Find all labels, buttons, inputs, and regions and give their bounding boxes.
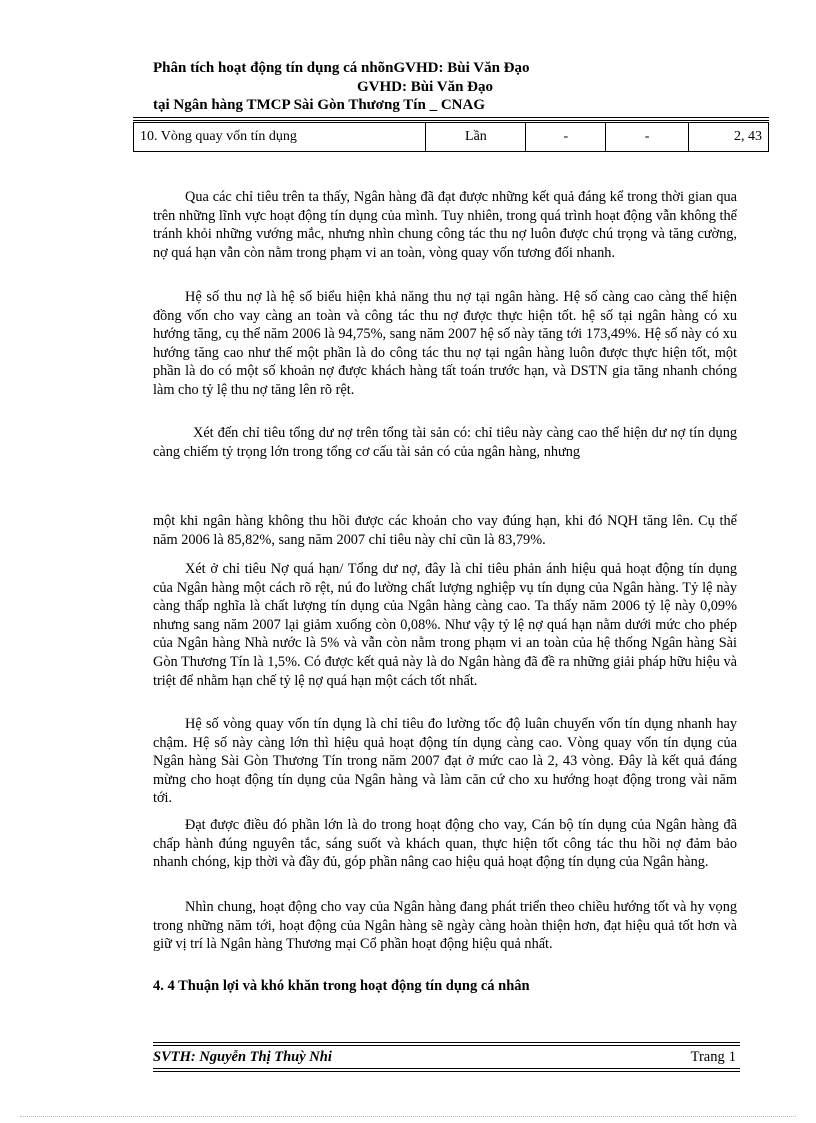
footer-divider-bottom (153, 1068, 740, 1072)
table-row (134, 123, 769, 152)
section-heading: 4. 4 Thuận lợi và khó khăn trong hoạt động tín dụng cá nhân (153, 978, 530, 994)
table-cell-unit: Lần (426, 123, 526, 152)
table-cell-2006: - (526, 123, 606, 152)
footer-page-number: 1 (728, 1049, 736, 1065)
paragraph: Xét đến chỉ tiêu tổng dư nợ trên tổng tài sản có: chỉ tiêu này càng cao thể hiện dư nợ tín dụng càng chiếm tỷ trọng lớn trong tổng cơ cấu tài sản có của ngân hàng, nhưng (153, 425, 737, 460)
footer-divider (153, 1042, 740, 1046)
paragraph: Xét ở chỉ tiêu Nợ quá hạn/ Tổng dư nợ, đây là chỉ tiêu phản ánh hiệu quả hoạt động tín dụng của Ngân hàng một cách rõ rệt, nú đo lường chất lượng nghiệp vụ tín dụng của Ngân hàng. Tỷ lệ này càng thấp nghĩa là chất lượng tín dụng của Ngân hàng càng cao. Ta thấy năm 2006 tỷ lệ này 0,09% nhưng sang năm 2007 lại giảm xuống còn 0,08%. Như vậy tỷ lệ nợ quá hạn nằm dưới mức cho phép của Ngân hàng Nhà nước là 5% và vẫn còn nằm trong phạm vi an toàn của hệ thống Ngân hàng Sài Gòn Thương Tín là 1,5%. Có được kết quả này là do Ngân hàng đã đề ra những giải pháp hữu hiệu và triệt để nhằm hạn chế tỷ lệ nợ quá hạn một cách tốt nhất. (153, 561, 737, 689)
header-divider (133, 117, 769, 121)
paragraph-continuation: một khi ngân hàng không thu hồi được các khoản cho vay đúng hạn, khi đó NQH tăng lên. Cụ thể năm 2006 là 85,82%, sang năm 2007 chỉ tiêu này chỉ cũn là 83,79%. (153, 513, 737, 548)
paragraph: Hệ số thu nợ là hệ số biểu hiện khả năng thu nợ tại ngân hàng. Hệ số càng cao càng thể hiện đồng vốn cho vay càng an toàn và công tác thu nợ được thực hiện tốt. hệ số tại ngân hàng có xu hướng tăng, cụ thể năm 2006 là 94,75%, sang năm 2007 hệ số này tăng tới 173,49%. Hệ số này có xu hướng tăng cao như thế một phần là do công tác thu nợ tại ngân hàng luôn được thực hiện tốt, một phần là do có một số khoản nợ được khách hàng tất toán trước hạn, và DSTN gia tăng nhanh chóng làm cho tỷ lệ thu nợ tăng lên rõ rệt. (153, 289, 737, 398)
footer-page-label: Trang (690, 1049, 725, 1065)
header-bank-line: tại Ngân hàng TMCP Sài Gòn Thương Tín _ CNAG (153, 97, 485, 113)
page-edge (20, 1116, 796, 1117)
paragraph: Qua các chỉ tiêu trên ta thấy, Ngân hàng đã đạt được những kết quả đáng kể trong thời gian qua trên những lĩnh vực hoạt động tín dụng của mình. Tuy nhiên, trong quá trình hoạt động vẫn không thể tránh khỏi những vướng mắc, nhưng nhìn chung công tác thu nợ luôn được chú trọng và tăng cường, nợ quá hạn vẫn còn nằm trong phạm vi an toàn, vòng quay vốn tương đối nhanh. (153, 189, 737, 261)
table-cell-value: 2, 43 (689, 123, 769, 152)
footer-author: SVTH: Nguyễn Thị Thuỳ Nhi (153, 1049, 332, 1065)
footer-page (691, 1049, 736, 1066)
table-cell-indicator: 10. Vòng quay vốn tín dụng (134, 123, 426, 152)
paragraph: Hệ số vòng quay vốn tín dụng là chỉ tiêu đo lường tốc độ luân chuyển vốn tín dụng nhanh hay chậm. Hệ số này càng lớn thì hiệu quả hoạt động tín dụng càng cao. Vòng quay vốn tín dụng của Ngân hàng Sài Gòn Thương Tín trong năm 2007 đạt ở mức cao là 2, 43 vòng. Đây là kết quả đáng mừng cho hoạt động tín dụng của Ngân hàng và làm căn cứ cho xu hướng hoạt động trong vài năm tới. (153, 716, 737, 807)
paragraph: Đạt được điều đó phần lớn là do trong hoạt động cho vay, Cán bộ tín dụng của Ngân hàng đã chấp hành đúng nguyên tắc, sáng suốt và khách quan, thực hiện tốt công tác thu hồi nợ đảm bảo nhanh chóng, kịp thời và đầy đủ, góp phần nâng cao hiệu quả hoạt động tín dụng của Ngân hàng. (153, 817, 737, 871)
header-supervisor-line: GVHD: Bùi Văn Đạo (357, 79, 493, 95)
header-title-line: Phân tích hoạt động tín dụng cá nhõnGVHD: Bùi Văn Đạo (153, 60, 530, 76)
paragraph: Nhìn chung, hoạt động cho vay của Ngân hàng đang phát triển theo chiều hướng tốt và hy vọng trong những năm tới, hoạt động của Ngân hàng sẽ ngày càng hoàn thiện hơn, đạt hiệu quả tốt hơn và giữ vị trí là Ngân hàng Thương mại Cổ phần hoạt động hiệu quả nhất. (153, 899, 737, 953)
indicator-table (133, 122, 769, 152)
table-cell-2007: - (606, 123, 689, 152)
